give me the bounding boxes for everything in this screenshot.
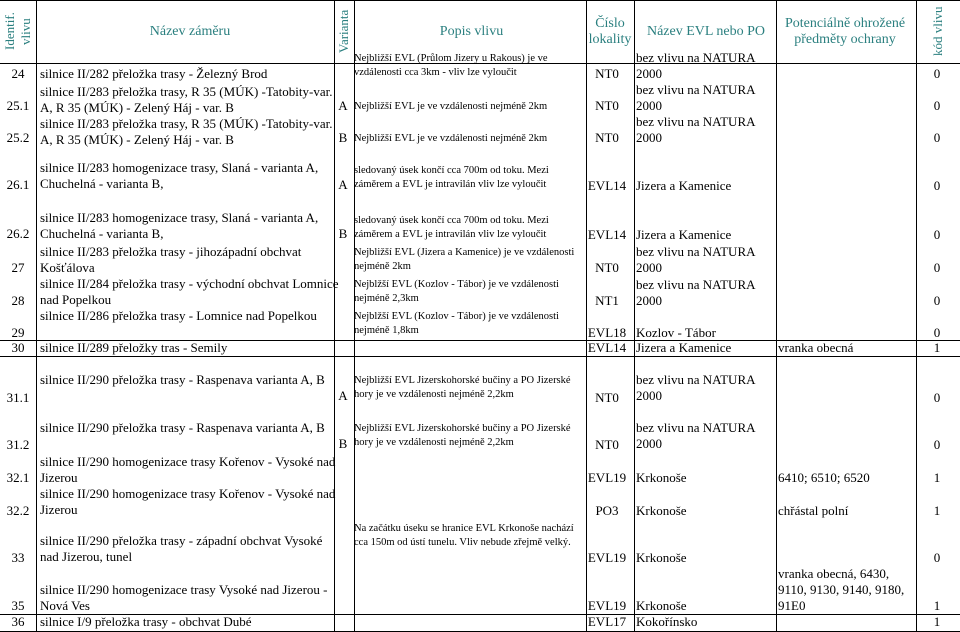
row-desc: Nejbližší EVL Jizerskohorské bučiny a PO Jizerské hory je ve vzdálenosti nejméně 2,2km <box>354 375 571 400</box>
row-desc: Nejbližší EVL je ve vzdálenosti nejméně 2km <box>354 101 548 112</box>
row-kod: 0 <box>933 227 941 242</box>
table-row <box>0 454 960 486</box>
row-lokalita: NT0 <box>595 98 619 113</box>
row-name: silnice II/289 přeložky tras - Semily <box>40 340 228 355</box>
row-objects: vranka obecná <box>778 340 854 355</box>
row-lokalita: EVL19 <box>587 470 627 485</box>
row-kod: 0 <box>933 98 941 113</box>
row-desc: Nejbližší EVL (Průlom Jizery u Rakous) je ve vzdálenosti cca 3km - vliv lze vyloučit <box>354 53 548 78</box>
row-desc: Nejbližší EVL Jizerskohorské bučiny a PO Jizerské hory je ve vzdálenosti nejméně 2,2km <box>354 423 571 448</box>
row-kod: 0 <box>933 390 941 405</box>
table-row <box>0 116 960 148</box>
row-desc: sledovaný úsek končí cca 700m od toku. Mezi záměrem a EVL je intravilán vliv lze vyloučit <box>354 215 549 240</box>
row-name: silnice II/282 přeložka trasy - Železný Brod <box>40 66 268 81</box>
table-row <box>0 566 960 614</box>
row-name: silnice II/283 homogenizace trasy, Slaná - varianta A, Chuchelná - varianta B, <box>40 160 319 191</box>
row-name: silnice II/283 přeložka trasy, R 35 (MÚK) -Tatobity-var. A, R 35 (MÚK) - Zelený Háj - var. B <box>40 84 333 115</box>
row-lokalita: NT0 <box>595 66 619 81</box>
row-evl-name: bez vlivu na NATURA 2000 <box>636 82 755 113</box>
row-kod: 0 <box>933 550 941 565</box>
row-lokalita: EVL19 <box>587 550 627 565</box>
row-lokalita: NT0 <box>595 390 619 405</box>
row-kod: 1 <box>933 470 941 485</box>
row-desc: Nejblžší EVL (Kozlov - Tábor) je ve vzdálenosti nejméně 2,3km <box>354 279 559 304</box>
row-id: 36 <box>11 614 25 629</box>
row-evl-name: Krkonoše <box>636 470 687 485</box>
row-id: 35 <box>11 598 25 613</box>
row-desc: Na začátku úseku se hranice EVL Krkonoše nachází cca 150m od ústí tunelu. Vliv nebude zřejmě velký. <box>354 523 574 548</box>
table-row <box>0 486 960 520</box>
row-variant: B <box>338 226 348 241</box>
header-identif: Identif. vlivu <box>2 12 33 51</box>
row-name: silnice II/290 přeložka trasy - Raspenava varianta A, B <box>40 420 325 435</box>
row-name: silnice II/290 homogenizace trasy Kořenov - Vysoké nad Jizerou <box>40 486 336 517</box>
header-variant: Varianta <box>336 9 351 54</box>
table-row <box>0 340 960 356</box>
row-evl-name: Krkonoše <box>636 503 687 518</box>
row-id: 32.2 <box>6 503 30 518</box>
header-lokality: Číslo lokality <box>588 15 632 47</box>
row-lokalita: NT0 <box>595 437 619 452</box>
table-row <box>0 276 960 308</box>
row-lokalita: PO3 <box>595 503 619 518</box>
row-kod: 0 <box>933 178 941 193</box>
row-evl-name: bez vlivu na NATURA 2000 <box>636 50 755 81</box>
row-desc: Nejbližší EVL (Jizera a Kamenice) je ve vzdálenosti nejméně 2km <box>354 247 575 272</box>
rule-top <box>0 0 960 1</box>
row-desc: sledovaný úsek končí cca 700m od toku. Mezi záměrem a EVL je intravilán vliv lze vyloučit <box>354 165 549 190</box>
row-desc: Nejblžší EVL (Kozlov - Tábor) je ve vzdálenosti nejméně 1,8km <box>354 311 559 336</box>
row-id: 31.2 <box>6 437 30 452</box>
row-kod: 0 <box>933 66 941 81</box>
row-id: 26.1 <box>6 177 30 192</box>
row-objects: vranka obecná, 6430, 9110, 9130, 9140, 9180, 91E0 <box>778 566 905 613</box>
table-row <box>0 420 960 454</box>
row-id: 27 <box>11 260 25 275</box>
row-lokalita: EVL17 <box>587 614 627 629</box>
table-row <box>0 160 960 202</box>
row-lokalita: NT0 <box>595 260 619 275</box>
row-name: silnice II/283 přeložka trasy - jihozápadní obchvat Košťálova <box>40 244 302 275</box>
row-variant: A <box>338 388 348 403</box>
row-evl-name: bez vlivu na NATURA 2000 <box>636 277 755 308</box>
row-variant: B <box>338 130 348 145</box>
row-evl-name: Jizera a Kamenice <box>636 178 732 193</box>
row-name: silnice II/286 přeložka trasy - Lomnice nad Popelkou <box>40 308 317 323</box>
row-id: 26.2 <box>6 226 30 241</box>
row-name: silnice II/290 přeložka trasy - západní obchvat Vysoké nad Jizerou, tunel <box>40 533 323 564</box>
header-kod: kód vlivu <box>930 6 945 57</box>
row-kod: 0 <box>933 437 941 452</box>
row-id: 25.2 <box>6 130 30 145</box>
row-name: silnice II/290 přeložka trasy - Raspenava varianta A, B <box>40 372 325 387</box>
table-row <box>0 244 960 276</box>
row-kod: 1 <box>933 503 941 518</box>
row-evl-name: bez vlivu na NATURA 2000 <box>636 372 755 403</box>
header-name: Název záměru <box>149 23 231 39</box>
row-evl-name: Krkonoše <box>636 550 687 565</box>
header-objects: Potenciálně ohrožené předměty ochrany <box>784 15 906 47</box>
header-evl: Název EVL nebo PO <box>646 23 766 39</box>
row-lokalita: NT0 <box>595 130 619 145</box>
row-kod: 1 <box>933 614 941 629</box>
row-lokalita: EVL18 <box>587 325 627 340</box>
row-objects: 6410; 6510; 6520 <box>778 470 870 485</box>
row-id: 25.1 <box>6 98 30 113</box>
row-lokalita: NT1 <box>595 293 619 308</box>
row-evl-name: Jizera a Kamenice <box>636 227 732 242</box>
row-id: 33 <box>11 550 25 565</box>
row-evl-name: Krkonoše <box>636 598 687 613</box>
row-name: silnice I/9 přeložka trasy - obchvat Dubé <box>40 614 252 629</box>
row-name: silnice II/283 homogenizace trasy, Slaná - varianta A, Chuchelná - varianta B, <box>40 210 319 241</box>
row-kod: 0 <box>933 325 941 340</box>
row-id: 32.1 <box>6 470 30 485</box>
table-row <box>0 370 960 410</box>
header-desc: Popis vlivu <box>439 23 504 39</box>
table-row <box>0 84 960 116</box>
row-kod: 0 <box>933 130 941 145</box>
row-evl-name: Kokořínsko <box>636 614 698 629</box>
row-objects: chřástal polní <box>778 503 849 518</box>
row-evl-name: Kozlov - Tábor <box>636 325 716 340</box>
row-evl-name: bez vlivu na NATURA 2000 <box>636 244 755 275</box>
table-row <box>0 52 960 82</box>
row-kod: 0 <box>933 293 941 308</box>
row-id: 28 <box>11 293 25 308</box>
row-variant: B <box>338 436 348 451</box>
table-row <box>0 210 960 244</box>
row-lokalita: EVL14 <box>587 227 627 242</box>
row-lokalita: EVL14 <box>587 340 627 355</box>
row-lokalita: EVL14 <box>587 178 627 193</box>
table-row <box>0 308 960 340</box>
row-evl-name: bez vlivu na NATURA 2000 <box>636 114 755 145</box>
row-desc: Nejbližší EVL je ve vzdálenosti nejméně 2km <box>354 133 548 144</box>
row-id: 31.1 <box>6 390 30 405</box>
row-kod: 1 <box>933 340 941 355</box>
row-id: 30 <box>11 340 25 355</box>
row-evl-name: Jizera a Kamenice <box>636 340 732 355</box>
row-evl-name: bez vlivu na NATURA 2000 <box>636 420 755 451</box>
rule-row-30 <box>0 356 960 357</box>
row-kod: 0 <box>933 260 941 275</box>
row-variant: A <box>338 98 348 113</box>
row-name: silnice II/284 přeložka trasy - východní obchvat Lomnice nad Popelkou <box>40 276 339 307</box>
row-id: 24 <box>11 66 25 81</box>
row-id: 29 <box>11 325 25 340</box>
row-name: silnice II/290 homogenizace trasy Vysoké nad Jizerou - Nová Ves <box>40 582 328 613</box>
row-kod: 1 <box>933 598 941 613</box>
table-row <box>0 614 960 631</box>
table-row <box>0 522 960 566</box>
row-variant: A <box>338 177 348 192</box>
row-name: silnice II/290 homogenizace trasy Kořenov - Vysoké nad Jizerou <box>40 454 336 485</box>
row-name: silnice II/283 přeložka trasy, R 35 (MÚK) -Tatobity-var. A, R 35 (MÚK) - Zelený Háj - var. B <box>40 116 333 147</box>
row-lokalita: EVL19 <box>587 598 627 613</box>
